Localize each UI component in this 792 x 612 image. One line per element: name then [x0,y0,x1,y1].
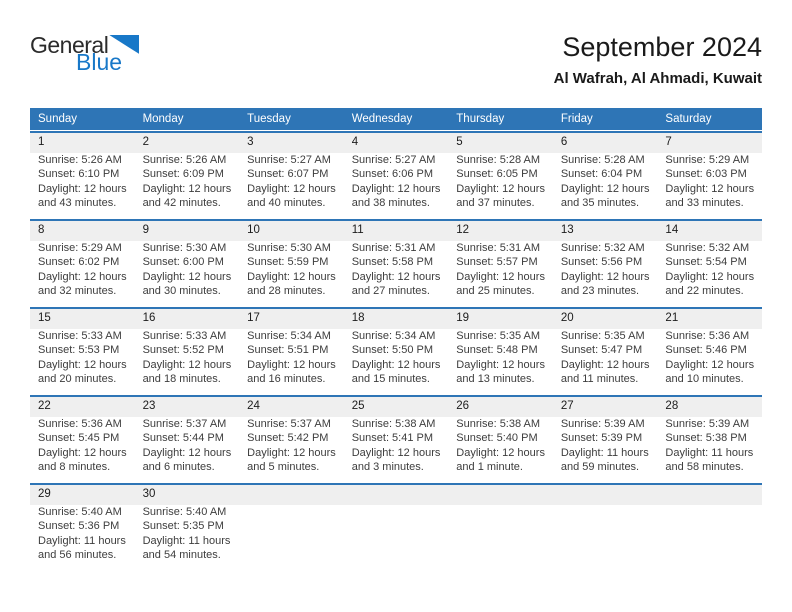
day-daylight1: Daylight: 12 hours [456,358,545,371]
day-cell [553,221,658,307]
day-sunrise: Sunrise: 5:31 AM [456,242,541,254]
day-sunrise: Sunrise: 5:32 AM [560,242,645,254]
day-daylight2: and 11 minutes. [560,373,639,386]
day-number: 25 [344,397,449,417]
day-daylight2: and 33 minutes. [665,197,744,210]
day-sunrise: Sunrise: 5:29 AM [665,154,750,166]
day-cell [344,397,449,483]
day-sunrise: Sunrise: 5:31 AM [351,242,436,254]
day-number: 15 [30,309,135,329]
day-sunset: Sunset: 5:58 PM [351,256,434,269]
week-row [30,395,762,483]
day-number: 3 [239,133,344,153]
day-daylight1: Daylight: 12 hours [456,446,545,459]
day-daylight1: Daylight: 12 hours [456,182,545,195]
day-daylight2: and 6 minutes. [142,461,215,474]
day-number: 8 [30,221,135,241]
day-sunrise: Sunrise: 5:27 AM [247,154,331,166]
page-location: Al Wafrah, Al Ahmadi, Kuwait [553,70,762,87]
day-sunset: Sunset: 5:48 PM [456,344,538,357]
day-number: 17 [239,309,344,329]
day-daylight1: Daylight: 12 hours [38,182,127,195]
day-daylight2: and 1 minute. [456,461,523,474]
week-row [30,219,762,307]
day-daylight1: Daylight: 11 hours [665,446,754,459]
day-sunset: Sunset: 6:06 PM [351,168,434,181]
day-cell [448,221,553,307]
day-cell [657,133,762,219]
day-daylight2: and 16 minutes. [247,373,326,386]
day-cell [553,397,658,483]
day-daylight2: and 5 minutes. [247,461,320,474]
day-sunset: Sunset: 5:59 PM [247,256,329,269]
day-daylight1: Daylight: 12 hours [142,182,232,195]
day-number: 26 [448,397,553,417]
day-daylight2: and 8 minutes. [38,461,111,474]
day-number: 10 [239,221,344,241]
day-daylight1: Daylight: 11 hours [560,446,649,459]
day-daylight2: and 15 minutes. [351,373,430,386]
weekday-monday: Monday [142,113,184,125]
day-sunset: Sunset: 5:47 PM [560,344,643,357]
day-sunset: Sunset: 6:10 PM [38,168,120,181]
day-daylight2: and 58 minutes. [665,461,744,474]
day-sunrise: Sunrise: 5:30 AM [247,242,331,254]
day-daylight2: and 56 minutes. [38,549,117,562]
day-daylight2: and 42 minutes. [142,197,221,210]
logo-text-general: General [30,32,109,58]
title-block [554,26,762,87]
day-cell [135,221,240,307]
day-sunset: Sunset: 5:52 PM [142,344,224,357]
day-daylight2: and 27 minutes. [351,285,430,298]
day-sunrise: Sunrise: 5:35 AM [456,330,541,342]
day-daylight1: Daylight: 12 hours [665,270,755,283]
day-daylight2: and 59 minutes. [560,461,640,474]
day-sunrise: Sunrise: 5:28 AM [560,154,645,166]
day-number: 19 [448,309,553,329]
day-cell [657,309,762,395]
day-number [657,485,762,505]
day-daylight1: Daylight: 12 hours [665,182,755,195]
day-number: 21 [657,309,762,329]
day-daylight1: Daylight: 11 hours [142,534,231,547]
day-daylight1: Daylight: 12 hours [560,270,650,283]
day-number [239,485,344,505]
day-number: 28 [657,397,762,417]
day-cell [239,397,344,483]
day-sunrise: Sunrise: 5:40 AM [142,506,227,518]
day-daylight2: and 32 minutes. [38,285,117,298]
day-daylight2: and 23 minutes. [560,285,640,298]
empty-day-cell [657,485,762,571]
day-number [553,485,658,505]
day-sunrise: Sunrise: 5:37 AM [142,418,227,430]
day-sunset: Sunset: 5:53 PM [38,344,120,357]
day-daylight1: Daylight: 12 hours [247,182,336,195]
day-sunset: Sunset: 6:03 PM [665,168,747,181]
empty-day-cell [448,485,553,571]
day-sunrise: Sunrise: 5:32 AM [665,242,750,254]
day-daylight1: Daylight: 12 hours [142,358,232,371]
day-sunset: Sunset: 6:05 PM [456,168,538,181]
week-row [30,307,762,395]
day-cell [239,221,344,307]
day-number: 27 [553,397,658,417]
topbar [30,26,762,102]
day-sunset: Sunset: 5:51 PM [247,344,329,357]
day-daylight1: Daylight: 12 hours [560,358,650,371]
day-sunset: Sunset: 5:42 PM [247,432,329,445]
day-sunset: Sunset: 6:00 PM [142,256,224,269]
day-cell [135,309,240,395]
day-sunset: Sunset: 5:39 PM [560,432,643,445]
day-daylight1: Daylight: 12 hours [247,358,336,371]
day-cell [135,485,240,571]
day-sunrise: Sunrise: 5:26 AM [38,154,122,166]
day-daylight1: Daylight: 12 hours [560,182,650,195]
day-cell [30,221,135,307]
day-number: 1 [30,133,135,153]
general-blue-logo [30,26,139,75]
day-number: 18 [344,309,449,329]
day-number: 30 [135,485,240,505]
day-number: 6 [553,133,658,153]
day-sunset: Sunset: 5:38 PM [665,432,747,445]
day-sunrise: Sunrise: 5:40 AM [38,506,122,518]
day-cell [448,133,553,219]
day-daylight2: and 20 minutes. [38,373,117,386]
day-sunrise: Sunrise: 5:26 AM [142,154,227,166]
day-cell [30,485,135,571]
day-daylight1: Daylight: 12 hours [38,270,127,283]
day-daylight2: and 38 minutes. [351,197,430,210]
week-row [30,483,762,571]
day-daylight2: and 40 minutes. [247,197,326,210]
day-daylight1: Daylight: 12 hours [38,446,127,459]
day-daylight2: and 35 minutes. [560,197,640,210]
weekday-friday: Friday [560,113,593,125]
day-sunset: Sunset: 5:40 PM [456,432,538,445]
day-sunrise: Sunrise: 5:38 AM [456,418,541,430]
day-daylight1: Daylight: 12 hours [456,270,545,283]
day-number: 13 [553,221,658,241]
day-daylight1: Daylight: 12 hours [351,446,441,459]
day-number: 14 [657,221,762,241]
day-number [448,485,553,505]
day-daylight2: and 22 minutes. [665,285,744,298]
logo-text-blue: Blue [76,49,123,75]
day-daylight1: Daylight: 12 hours [142,270,232,283]
day-sunrise: Sunrise: 5:36 AM [665,330,750,342]
day-daylight1: Daylight: 12 hours [247,446,336,459]
day-cell [239,133,344,219]
day-number: 7 [657,133,762,153]
calendar-body [30,131,762,571]
day-number: 11 [344,221,449,241]
day-sunset: Sunset: 6:07 PM [247,168,329,181]
day-cell [344,133,449,219]
day-sunrise: Sunrise: 5:39 AM [560,418,645,430]
day-daylight1: Daylight: 12 hours [351,270,441,283]
day-cell [30,133,135,219]
day-cell [657,221,762,307]
calendar [30,108,762,571]
day-daylight2: and 30 minutes. [142,285,221,298]
day-daylight1: Daylight: 12 hours [247,270,336,283]
day-sunrise: Sunrise: 5:36 AM [38,418,122,430]
day-sunset: Sunset: 6:04 PM [560,168,643,181]
day-sunrise: Sunrise: 5:30 AM [142,242,227,254]
weekday-wednesday: Wednesday [351,113,413,125]
day-number: 29 [30,485,135,505]
page-title: September 2024 [562,32,762,62]
day-cell [344,221,449,307]
day-cell [344,309,449,395]
day-sunset: Sunset: 5:46 PM [665,344,747,357]
day-sunset: Sunset: 5:45 PM [38,432,120,445]
day-number [344,485,449,505]
day-number: 22 [30,397,135,417]
day-sunrise: Sunrise: 5:34 AM [247,330,331,342]
day-sunset: Sunset: 5:35 PM [142,520,224,533]
day-number: 16 [135,309,240,329]
weekday-tuesday: Tuesday [247,113,291,125]
day-daylight2: and 43 minutes. [38,197,117,210]
day-cell [448,397,553,483]
day-daylight2: and 18 minutes. [142,373,221,386]
empty-day-cell [553,485,658,571]
day-cell [30,309,135,395]
day-daylight1: Daylight: 11 hours [38,534,126,547]
day-sunrise: Sunrise: 5:29 AM [38,242,122,254]
day-sunrise: Sunrise: 5:34 AM [351,330,436,342]
day-sunset: Sunset: 5:41 PM [351,432,434,445]
day-number: 24 [239,397,344,417]
day-sunset: Sunset: 5:54 PM [665,256,747,269]
day-sunset: Sunset: 5:56 PM [560,256,643,269]
day-daylight2: and 28 minutes. [247,285,326,298]
weekday-sunday: Sunday [38,113,78,125]
day-daylight1: Daylight: 12 hours [351,182,441,195]
day-number: 12 [448,221,553,241]
weekday-saturday: Saturday [665,113,712,125]
day-daylight2: and 3 minutes. [351,461,424,474]
day-number: 4 [344,133,449,153]
weekday-header-row [30,108,762,130]
day-number: 2 [135,133,240,153]
day-daylight2: and 54 minutes. [142,549,221,562]
day-cell [239,309,344,395]
day-cell [553,133,658,219]
day-daylight1: Daylight: 12 hours [351,358,441,371]
day-sunset: Sunset: 5:36 PM [38,520,120,533]
day-sunrise: Sunrise: 5:35 AM [560,330,645,342]
day-sunrise: Sunrise: 5:27 AM [351,154,436,166]
day-cell [135,397,240,483]
day-daylight1: Daylight: 12 hours [665,358,755,371]
day-cell [553,309,658,395]
day-number: 23 [135,397,240,417]
day-daylight2: and 25 minutes. [456,285,535,298]
day-number: 5 [448,133,553,153]
day-sunrise: Sunrise: 5:38 AM [351,418,436,430]
day-daylight2: and 13 minutes. [456,373,535,386]
day-sunset: Sunset: 5:57 PM [456,256,538,269]
day-sunset: Sunset: 5:50 PM [351,344,434,357]
day-number: 20 [553,309,658,329]
day-sunrise: Sunrise: 5:33 AM [142,330,227,342]
day-sunset: Sunset: 6:09 PM [142,168,224,181]
day-cell [657,397,762,483]
day-sunset: Sunset: 6:02 PM [38,256,120,269]
day-daylight1: Daylight: 12 hours [38,358,127,371]
empty-day-cell [239,485,344,571]
day-sunrise: Sunrise: 5:37 AM [247,418,331,430]
day-daylight2: and 10 minutes. [665,373,744,386]
day-sunset: Sunset: 5:44 PM [142,432,224,445]
day-daylight2: and 37 minutes. [456,197,535,210]
day-daylight1: Daylight: 12 hours [142,446,232,459]
empty-day-cell [344,485,449,571]
day-sunrise: Sunrise: 5:33 AM [38,330,122,342]
day-cell [448,309,553,395]
day-sunrise: Sunrise: 5:28 AM [456,154,541,166]
day-number: 9 [135,221,240,241]
day-cell [135,133,240,219]
day-cell [30,397,135,483]
week-row [30,131,762,219]
day-sunrise: Sunrise: 5:39 AM [665,418,750,430]
weekday-thursday: Thursday [456,113,505,125]
